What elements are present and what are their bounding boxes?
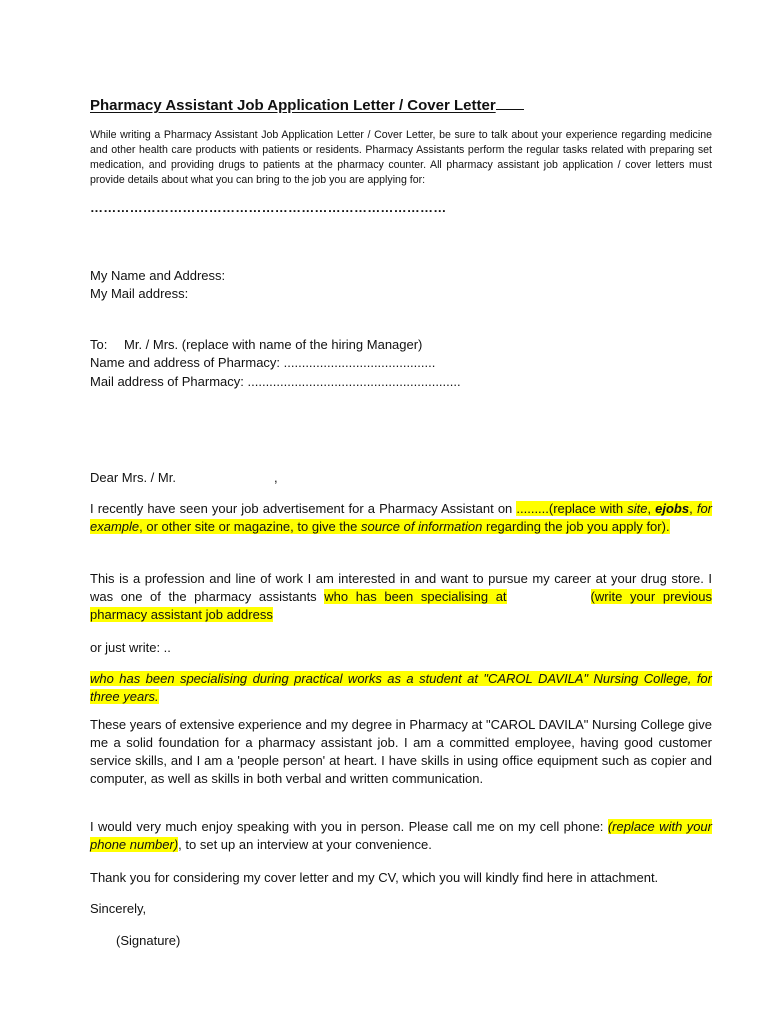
sender-name-address: My Name and Address:: [90, 268, 226, 283]
to-value: Mr. / Mrs. (replace with name of the hiring Manager): [124, 337, 423, 352]
para5-highlight: (replace with your phone number): [90, 819, 712, 852]
or-just-write: or just write: ..: [90, 640, 171, 655]
closing: Sincerely,: [90, 901, 147, 916]
paragraph-contact: [90, 818, 712, 854]
to-label: To:: [90, 337, 108, 352]
salutation-text: Dear Mrs. / Mr.: [90, 470, 176, 485]
para2-highlight-specialising: who has been specialising at: [324, 589, 507, 604]
recipient-to-line: [90, 336, 422, 354]
para2-highlight-address: (write your previous pharmacy assistant job address: [90, 589, 712, 622]
pharmacy-mail-address: Mail address of Pharmacy: ...........................................................: [90, 374, 461, 389]
paragraph-student: [90, 670, 712, 706]
intro-paragraph: While writing a Pharmacy Assistant Job Application Letter / Cover Letter, be sure to talk about your experience regarding medicine and other health care products with patients or residents. Pharmacy Assistants perform the regular tasks related with preparing set medication, and providing drugs to patients at the pharmacy counter. All pharmacy assistant job application / cover letters must provide details about what you can bring to the job you are applying for:: [90, 129, 712, 186]
title-text: Pharmacy Assistant Job Application Letter / Cover Letter: [90, 97, 496, 114]
salutation: [90, 469, 278, 487]
pharmacy-name-address: Name and address of Pharmacy: ..........................................: [90, 355, 436, 370]
separator-dots: ………………………………………………………………………: [90, 200, 447, 215]
para5-tail: , to set up an interview at your convenience.: [178, 837, 432, 852]
page-title: [90, 95, 524, 114]
para2-lead: This is a profession and line of work I am interested in and want to pursue my career at your drug store. I was one of the pharmacy assistants: [90, 571, 712, 604]
paragraph-experience: These years of extensive experience and my degree in Pharmacy at "CAROL DAVILA" Nursing College give me a solid foundation for a pharmacy assistant job. I am a committed employee, having good customer service skills, and I am a 'people person' at heart. I have skills in using office equipment such as copier and computer, as well as skills in both verbal and written communication.: [90, 717, 712, 786]
para1-highlight: .........(replace with site, ejobs, for example, or other site or magazine, to give the source of information regarding the job you apply for).: [90, 501, 712, 534]
salutation-comma: ,: [273, 470, 278, 485]
para1-lead: I recently have seen your job advertisement for a Pharmacy Assistant on: [90, 501, 517, 516]
signature-placeholder: (Signature): [116, 933, 181, 948]
paragraph-advertisement: [90, 500, 712, 536]
para5-lead: I would very much enjoy speaking with you in person. Please call me on my cell phone:: [90, 819, 608, 834]
sender-mail-address: My Mail address:: [90, 286, 189, 301]
paragraph-profession: [90, 570, 712, 624]
para3-highlight: who has been specialising during practical works as a student at "CAROL DAVILA" Nursing College, for three years.: [90, 671, 712, 704]
title-underline-tail: [496, 95, 524, 110]
thanks-line: Thank you for considering my cover letter and my CV, which you will kindly find here in attachment.: [90, 870, 659, 885]
